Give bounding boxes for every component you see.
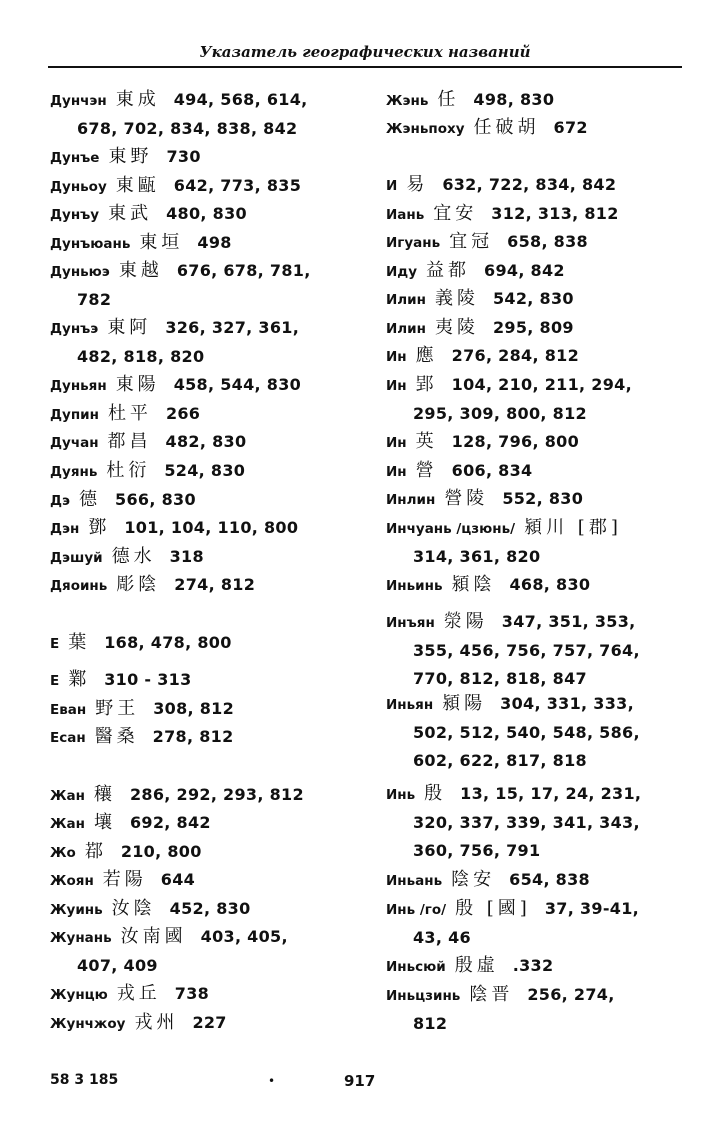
entry-hanzi: 鄀	[84, 841, 107, 862]
entry-pages: 256, 274,	[527, 985, 615, 1004]
entry-name: Еван	[50, 702, 87, 718]
entry-line	[50, 571, 380, 600]
entry-line	[386, 314, 716, 343]
entry-pages: 658, 838	[507, 232, 588, 251]
entry-line	[386, 285, 716, 314]
entry-line	[386, 342, 716, 371]
entry-hanzi: 東甌	[115, 175, 160, 196]
entry-hanzi: 夷陵	[434, 317, 479, 338]
signature-code: 58 3 185	[50, 1072, 119, 1088]
index-entry	[50, 514, 380, 543]
index-entry	[386, 952, 716, 981]
entry-hanzi: 東野	[108, 146, 153, 167]
entry-pages-continued: 320, 337, 339, 341, 343,	[413, 812, 640, 832]
entry-pages: 606, 834	[451, 461, 533, 480]
entry-pages: 295, 809	[492, 318, 574, 337]
entry-pages: 458, 544, 830	[173, 375, 302, 394]
entry-pages-continued: 360, 756, 791	[413, 841, 541, 861]
entry-hanzi: 潁川 [郡]	[524, 517, 622, 538]
entry-name: Жунань	[50, 930, 112, 946]
index-entry	[50, 723, 380, 752]
entry-line	[50, 400, 380, 429]
entry-line	[50, 838, 380, 867]
entry-name: Дунъу	[50, 207, 100, 223]
entry-pages: 310 - 313	[104, 670, 192, 689]
entry-hanzi: 德水	[111, 546, 156, 567]
entry-pages: 642, 773, 835	[173, 176, 302, 195]
entry-pages: 326, 327, 361,	[165, 318, 300, 337]
entry-pages-continued: 295, 309, 800, 812	[413, 403, 587, 423]
entry-line	[386, 780, 716, 809]
entry-name: Жэнь	[386, 93, 429, 109]
index-entry	[386, 114, 716, 143]
index-entry	[386, 314, 716, 343]
entry-hanzi: 杜衍	[106, 460, 151, 481]
index-entry	[386, 257, 716, 286]
entry-line	[50, 695, 380, 724]
entry-pages: 498	[197, 233, 232, 252]
entry-hanzi: 任破胡	[473, 117, 540, 138]
entry-name: Дяоинь	[50, 578, 108, 594]
index-entry	[50, 86, 380, 143]
entry-hanzi: 營	[415, 460, 438, 481]
entry-line	[50, 314, 380, 343]
entry-line	[50, 86, 380, 115]
entry-hanzi: 德	[79, 489, 102, 510]
entry-pages: 542, 830	[492, 289, 574, 308]
entry-line	[50, 980, 380, 1009]
entry-hanzi: 戎州	[134, 1012, 179, 1033]
entry-hanzi: 應	[415, 345, 438, 366]
index-entry	[386, 514, 716, 571]
entry-name: Жунцю	[50, 987, 108, 1003]
entry-hanzi: 益都	[426, 260, 471, 281]
index-entry	[50, 428, 380, 457]
entry-name: Ин	[386, 435, 407, 451]
entry-line	[386, 690, 716, 719]
index-entry	[386, 285, 716, 314]
entry-name: Жоян	[50, 873, 94, 889]
index-entry	[50, 400, 380, 429]
entry-pages: 210, 800	[120, 842, 202, 861]
entry-name: Дуянь	[50, 464, 98, 480]
entry-pages: 552, 830	[502, 489, 584, 508]
index-entry	[50, 695, 380, 724]
entry-name: Дэн	[50, 521, 80, 537]
entry-name: Иньян	[386, 697, 434, 713]
entry-pages-continued: 812	[413, 1013, 448, 1033]
entry-hanzi: 東垣	[139, 232, 184, 253]
index-entry	[50, 486, 380, 515]
entry-hanzi: 殷 [國]	[455, 898, 531, 919]
entry-line	[50, 543, 380, 572]
index-entry	[50, 980, 380, 1009]
entry-name: Дунъюань	[50, 236, 131, 252]
entry-hanzi: 殷	[424, 783, 447, 804]
entry-pages-continued: 602, 622, 817, 818	[413, 751, 587, 771]
index-entry	[386, 171, 716, 200]
entry-pages: 276, 284, 812	[451, 346, 580, 365]
entry-pages: 644	[160, 870, 196, 889]
entry-pages: 13, 15, 17, 24, 231,	[460, 784, 642, 803]
entry-name: Инь /го/	[386, 902, 447, 918]
entry-line	[50, 923, 380, 952]
entry-name: Дуньюэ	[50, 264, 110, 280]
entry-hanzi: 鄴	[68, 669, 91, 690]
entry-pages: 452, 830	[169, 899, 251, 918]
entry-name: Жунчжоу	[50, 1016, 126, 1032]
index-entry	[50, 666, 380, 695]
entry-hanzi: 都昌	[107, 431, 152, 452]
index-entry	[50, 314, 380, 371]
entry-name: Инъян	[386, 615, 435, 631]
index-entry	[386, 690, 716, 776]
entry-line	[386, 866, 716, 895]
page-number: 917	[344, 1072, 376, 1090]
index-entry	[386, 86, 716, 115]
entry-name: Иньинь	[386, 578, 443, 594]
index-entry	[386, 608, 716, 694]
entry-line	[386, 228, 716, 257]
index-entry	[50, 371, 380, 400]
entry-line	[386, 86, 716, 115]
entry-hanzi: 東越	[118, 260, 163, 281]
entry-line	[50, 486, 380, 515]
index-entry	[386, 866, 716, 895]
entry-pages: 676, 678, 781,	[176, 261, 311, 280]
entry-line	[386, 171, 716, 200]
entry-pages: 37, 39-41,	[544, 899, 640, 918]
entry-pages: 274, 812	[174, 575, 256, 594]
index-entry	[50, 229, 380, 258]
entry-hanzi: 東武	[108, 203, 153, 224]
entry-pages: 128, 796, 800	[451, 432, 580, 451]
entry-line	[50, 629, 380, 658]
entry-pages: 468, 830	[509, 575, 591, 594]
entry-pages: 482, 830	[165, 432, 247, 451]
entry-pages-continued: 782	[77, 289, 112, 309]
entry-hanzi: 宜冠	[449, 231, 494, 252]
entry-hanzi: 滎陽	[443, 611, 488, 632]
entry-pages: 227	[192, 1013, 227, 1032]
entry-pages: 632, 722, 834, 842	[442, 175, 617, 194]
entry-hanzi: 宜安	[433, 203, 478, 224]
entry-line	[50, 1009, 380, 1038]
entry-line	[386, 371, 716, 400]
index-entry	[50, 629, 380, 658]
entry-pages: 318	[169, 547, 204, 566]
entry-hanzi: 陰晋	[469, 984, 514, 1005]
entry-name: Е	[50, 673, 60, 689]
index-entry	[50, 172, 380, 201]
entry-hanzi: 野王	[95, 698, 140, 719]
entry-name: Дучан	[50, 435, 99, 451]
entry-name: Есан	[50, 730, 86, 746]
entry-hanzi: 杜平	[107, 403, 152, 424]
entry-hanzi: 東阿	[107, 317, 152, 338]
entry-name: Иньцзинь	[386, 988, 461, 1004]
entry-hanzi: 潁陽	[442, 693, 487, 714]
entry-pages: 494, 568, 614,	[173, 90, 308, 109]
entry-line	[50, 781, 380, 810]
entry-line	[50, 866, 380, 895]
entry-line	[50, 514, 380, 543]
entry-line	[386, 952, 716, 981]
entry-line	[386, 200, 716, 229]
entry-hanzi: 葉	[68, 632, 91, 653]
index-entry	[386, 371, 716, 428]
index-entry	[386, 200, 716, 229]
entry-hanzi: 英	[415, 431, 438, 452]
entry-name: Жуинь	[50, 902, 103, 918]
index-entry	[386, 780, 716, 866]
index-entry	[386, 895, 716, 952]
index-entry	[50, 1009, 380, 1038]
entry-pages: 101, 104, 110, 800	[124, 518, 299, 537]
entry-hanzi: 任	[437, 89, 460, 110]
entry-name: Жан	[50, 816, 85, 832]
entry-hanzi: 穰	[93, 784, 116, 805]
entry-line	[386, 114, 716, 143]
entry-pages: 480, 830	[166, 204, 247, 223]
entry-hanzi: 東成	[115, 89, 160, 110]
index-entry	[386, 571, 716, 600]
entry-name: Жо	[50, 845, 76, 861]
entry-name: Дэ	[50, 493, 71, 509]
entry-pages: .332	[512, 956, 554, 975]
index-entry	[50, 143, 380, 172]
index-entry	[50, 923, 380, 980]
index-entry	[50, 457, 380, 486]
entry-pages: 498, 830	[473, 90, 555, 109]
entry-name: Е	[50, 636, 60, 652]
entry-hanzi: 壤	[93, 812, 116, 833]
index-entry	[386, 342, 716, 371]
entry-hanzi: 醫桑	[94, 726, 139, 747]
entry-name: Илин	[386, 321, 426, 337]
entry-line	[50, 143, 380, 172]
entry-name: Дунъе	[50, 150, 100, 166]
index-entry	[386, 457, 716, 486]
index-entry	[386, 981, 716, 1038]
entry-pages: 308, 812	[153, 699, 235, 718]
header-rule	[48, 66, 682, 68]
entry-hanzi: 陰安	[451, 869, 496, 890]
entry-name: Дупин	[50, 407, 99, 423]
entry-name: Жан	[50, 788, 85, 804]
entry-line	[50, 723, 380, 752]
entry-pages: 672	[553, 118, 588, 137]
entry-pages-continued: 678, 702, 834, 838, 842	[77, 118, 298, 138]
entry-name: Дуньоу	[50, 179, 107, 195]
entry-hanzi: 汝南國	[120, 926, 187, 947]
entry-line	[50, 895, 380, 924]
entry-pages: 654, 838	[509, 870, 590, 889]
entry-pages: 692, 842	[129, 813, 211, 832]
entry-line	[50, 809, 380, 838]
entry-pages-continued: 355, 456, 756, 757, 764,	[413, 640, 640, 660]
entry-name: Дэшуй	[50, 550, 103, 566]
entry-line	[386, 428, 716, 457]
index-entry	[50, 866, 380, 895]
entry-name: Инчуань /цзюнь/	[386, 521, 516, 537]
entry-hanzi: 殷虛	[454, 955, 499, 976]
entry-name: Дунчэн	[50, 93, 107, 109]
entry-hanzi: 東陽	[115, 374, 160, 395]
entry-name: Жэньпоху	[386, 121, 465, 137]
entry-line	[386, 895, 716, 924]
entry-line	[386, 608, 716, 637]
index-entry	[50, 200, 380, 229]
entry-pages: 566, 830	[115, 490, 196, 509]
entry-line	[386, 571, 716, 600]
entry-name: Дунъэ	[50, 321, 99, 337]
entry-pages: 168, 478, 800	[104, 633, 232, 652]
entry-hanzi: 彫陰	[116, 574, 161, 595]
entry-name: Иньсюй	[386, 959, 446, 975]
entry-line	[50, 371, 380, 400]
entry-pages: 403, 405,	[200, 927, 288, 946]
entry-hanzi: 鄧	[88, 517, 111, 538]
entry-pages-continued: 502, 512, 540, 548, 586,	[413, 722, 640, 742]
entry-pages-continued: 314, 361, 820	[413, 546, 541, 566]
entry-pages: 286, 292, 293, 812	[129, 785, 304, 804]
entry-line	[50, 200, 380, 229]
entry-line	[386, 457, 716, 486]
entry-hanzi: 潁陰	[451, 574, 496, 595]
entry-name: Иань	[386, 207, 425, 223]
entry-pages-continued: 407, 409	[77, 955, 158, 975]
index-entry	[386, 228, 716, 257]
footer-mark: •	[268, 1074, 276, 1088]
entry-pages: 312, 313, 812	[491, 204, 619, 223]
index-entry	[386, 485, 716, 514]
entry-name: Ин	[386, 464, 407, 480]
entry-pages: 266	[165, 404, 201, 423]
entry-line	[50, 457, 380, 486]
entry-line	[50, 257, 380, 286]
entry-line	[386, 514, 716, 543]
index-entry	[50, 781, 380, 810]
entry-name: И	[386, 178, 398, 194]
entry-pages-continued: 770, 812, 818, 847	[413, 669, 587, 689]
entry-line	[50, 428, 380, 457]
entry-line	[386, 257, 716, 286]
entry-line	[50, 229, 380, 258]
entry-hanzi: 郢	[415, 374, 438, 395]
entry-line	[50, 666, 380, 695]
entry-hanzi: 汝陰	[111, 898, 156, 919]
entry-hanzi: 營陵	[444, 488, 489, 509]
index-entry	[50, 895, 380, 924]
index-entry	[50, 257, 380, 314]
entry-pages: 304, 331, 333,	[500, 694, 634, 713]
entry-pages: 694, 842	[484, 261, 565, 280]
entry-name: Игуань	[386, 235, 441, 251]
index-entry	[386, 428, 716, 457]
entry-pages: 278, 812	[152, 727, 234, 746]
entry-name: Илин	[386, 292, 426, 308]
entry-hanzi: 義陵	[434, 288, 479, 309]
entry-name: Инлин	[386, 492, 436, 508]
index-entry	[50, 571, 380, 600]
entry-name: Инь	[386, 787, 416, 803]
entry-pages-continued: 482, 818, 820	[77, 346, 205, 366]
index-entry	[50, 809, 380, 838]
entry-name: Иду	[386, 264, 418, 280]
entry-pages: 738	[174, 984, 210, 1003]
entry-pages: 524, 830	[164, 461, 246, 480]
entry-name: Дуньян	[50, 378, 107, 394]
entry-hanzi: 若陽	[102, 869, 147, 890]
entry-line	[386, 485, 716, 514]
index-entry	[50, 543, 380, 572]
entry-pages: 347, 351, 353,	[501, 612, 636, 631]
entry-line	[386, 981, 716, 1010]
page-header: Указатель географических названий	[199, 43, 531, 61]
entry-pages: 104, 210, 211, 294,	[451, 375, 632, 394]
index-entry	[50, 838, 380, 867]
entry-name: Ин	[386, 378, 407, 394]
entry-name: Иньань	[386, 873, 443, 889]
entry-pages-continued: 43, 46	[413, 927, 471, 947]
entry-hanzi: 戎丘	[116, 983, 161, 1004]
entry-pages: 730	[166, 147, 201, 166]
entry-hanzi: 易	[406, 174, 429, 195]
entry-line	[50, 172, 380, 201]
entry-name: Ин	[386, 349, 407, 365]
